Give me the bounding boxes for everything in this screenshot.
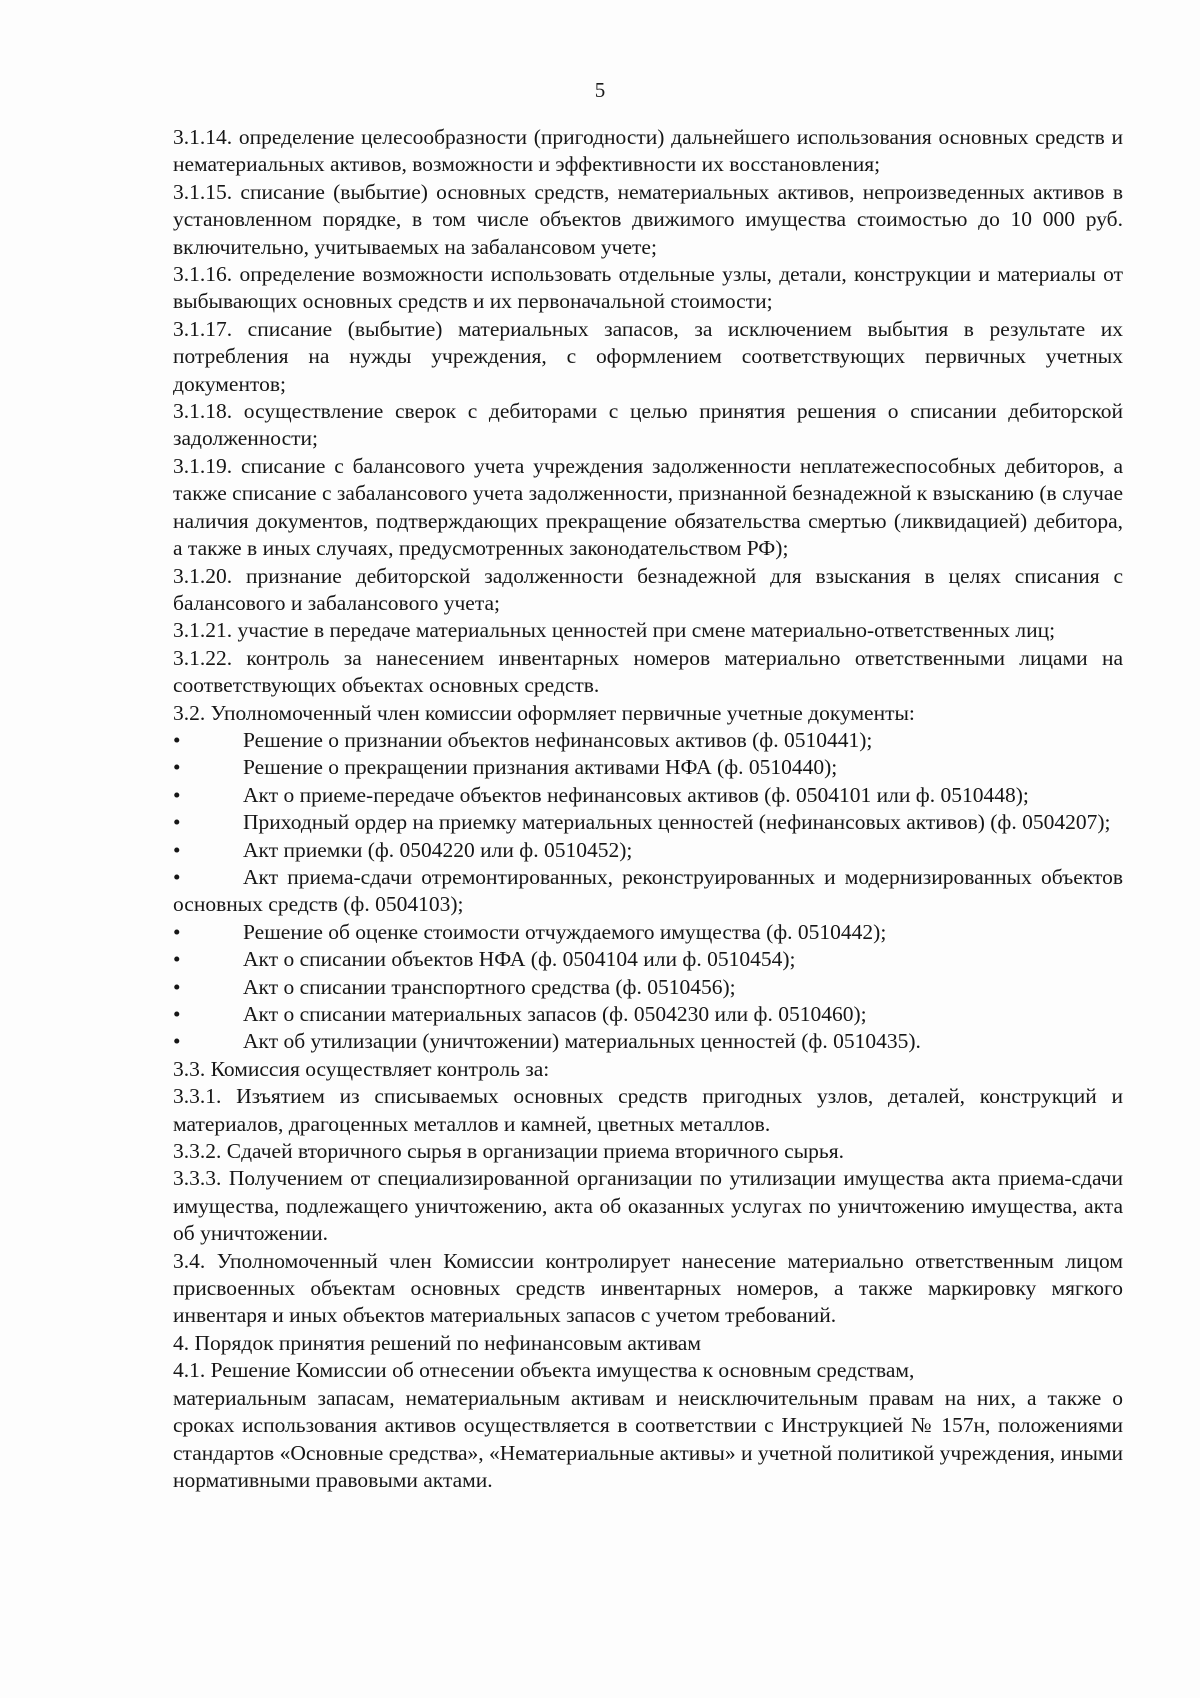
bullet-icon: • [173, 919, 181, 944]
bullet-icon: • [173, 864, 181, 889]
list-item-text: Решение о признании объектов нефинансовых активов (ф. 0510441); [243, 727, 873, 752]
list-item-text: Акт об утилизации (уничтожении) материальных ценностей (ф. 0510435). [243, 1029, 921, 1054]
paragraph: 4.1. Решение Комиссии об отнесении объекта имущества к основным средствам, [173, 1358, 915, 1383]
paragraph: 3.1.18. осуществление сверок с дебиторами с целью принятия решения о списании дебиторской задолженности; [173, 399, 1123, 451]
list-item [173, 782, 1123, 809]
paragraph: материальным запасам, нематериальным активам и неисключительным правам на них, а также о сроках использования активов осуществляется в соответствии с Инструкцией № 157н, положениями стандартов «Основные средства», «Нематериальные активы» и учетной политикой учреждения, иными нормативными правовыми актами. [173, 1385, 1123, 1492]
list-item-text: Акт о списании транспортного средства (ф. 0510456); [243, 974, 736, 999]
list-item [173, 919, 1123, 946]
list-item [173, 727, 1123, 754]
paragraph: 3.3.2. Сдачей вторичного сырья в организации приема вторичного сырья. [173, 1139, 844, 1164]
list-item-text: Акт о списании материальных запасов (ф. 0504230 или ф. 0510460); [243, 1002, 867, 1026]
list-item-text: Акт о приеме-передаче объектов нефинансовых активов (ф. 0504101 или ф. 0510448); [243, 782, 1029, 807]
bullet-icon: • [173, 1029, 181, 1054]
list-item [173, 754, 1123, 781]
bullet-icon: • [173, 755, 181, 780]
list-item-text: Решение об оценке стоимости отчуждаемого имущества (ф. 0510442); [243, 919, 887, 944]
paragraph: 3.2. Уполномоченный член комиссии оформляет первичные учетные документы: [173, 700, 915, 725]
paragraph: 3.1.16. определение возможности использовать отдельные узлы, детали, конструкции и материалы от выбывающих основных средств и их первоначальной стоимости; [173, 262, 1123, 314]
bullet-icon: • [173, 727, 181, 752]
bullet-icon: • [173, 837, 181, 862]
list-item [173, 974, 1123, 1001]
paragraph: 3.3. Комиссия осуществляет контроль за: [173, 1056, 550, 1081]
list-item [173, 1001, 1123, 1028]
paragraph: 3.1.20. признание дебиторской задолженности безнадежной для взыскания в целях списания с балансового и забалансового учета; [173, 563, 1123, 615]
list-item [173, 837, 1123, 864]
paragraph: 4. Порядок принятия решений по нефинансовым активам [173, 1330, 701, 1355]
paragraph: 3.1.22. контроль за нанесением инвентарных номеров материально ответственными лицами на соответствующих объектах основных средств. [173, 645, 1123, 698]
list-item-text: Решение о прекращении признания активами НФА (ф. 0510440); [243, 755, 838, 780]
list-item-text: Акт приема-сдачи отремонтированных, реконструированных и модернизированных объектов основных средств (ф. 0504103); [173, 864, 1123, 917]
bullet-icon: • [173, 947, 181, 972]
bullet-icon: • [173, 782, 181, 807]
bullet-icon: • [173, 810, 181, 835]
bullet-icon: • [173, 1002, 181, 1026]
paragraph: 3.3.3. Получением от специализированной организации по утилизации имущества акта приема-сдачи имущества, подлежащего уничтожению, акта об оказанных услугах по уничтожению имущества, акта об уничтожении. [173, 1166, 1123, 1246]
list-item-text: Акт приемки (ф. 0504220 или ф. 0510452); [243, 837, 633, 862]
paragraph: 3.3.1. Изъятием из списываемых основных средств пригодных узлов, деталей, конструкций и материалов, драгоценных металлов и камней, цветных металлов. [173, 1084, 1123, 1136]
page-number: 5 [594, 78, 606, 102]
bullet-icon: • [173, 974, 181, 999]
paragraph: 3.1.15. списание (выбытие) основных средств, нематериальных активов, непроизведенных активов в установленном порядке, в том числе объектов движимого имущества стоимостью до 10 000 руб. включительно, учитываемых на забалансовом учете; [173, 179, 1123, 259]
document-body [173, 124, 1123, 1494]
paragraph: 3.1.21. участие в передаче материальных ценностей при смене материально-ответственных лиц; [173, 618, 1056, 643]
paragraph: 3.1.17. списание (выбытие) материальных запасов, за исключением выбытия в результате их потребления на нужды учреждения, с оформлением соответствующих первичных учетных документов; [173, 316, 1123, 396]
list-item [173, 1028, 1123, 1055]
list-item-text: Приходный ордер на приемку материальных ценностей (нефинансовых активов) (ф. 0504207); [243, 810, 1111, 835]
list-item [173, 864, 1123, 919]
list-item-text: Акт о списании объектов НФА (ф. 0504104 или ф. 0510454); [243, 947, 796, 972]
paragraph: 3.1.19. списание с балансового учета учреждения задолженности неплатежеспособных дебиторов, а также списание с забалансового учета задолженности, признанной безнадежной к взысканию (в случае наличия документов, подтверждающих прекращение обязательства смертью (ликвидацией) дебитора, а также в иных случаях, предусмотренных законодательством РФ); [173, 453, 1123, 561]
paragraph: 3.4. Уполномоченный член Комиссии контролирует нанесение материально ответственным лицом присвоенных объектам основных средств инвентарных номеров, а также маркировку мягкого инвентаря и иных объектов материальных запасов с учетом требований. [173, 1248, 1123, 1328]
list-item [173, 946, 1123, 973]
paragraph: 3.1.14. определение целесообразности (пригодности) дальнейшего использования основных средств и нематериальных активов, возможности и эффективности их восстановления; [173, 125, 1123, 177]
list-item [173, 809, 1123, 836]
